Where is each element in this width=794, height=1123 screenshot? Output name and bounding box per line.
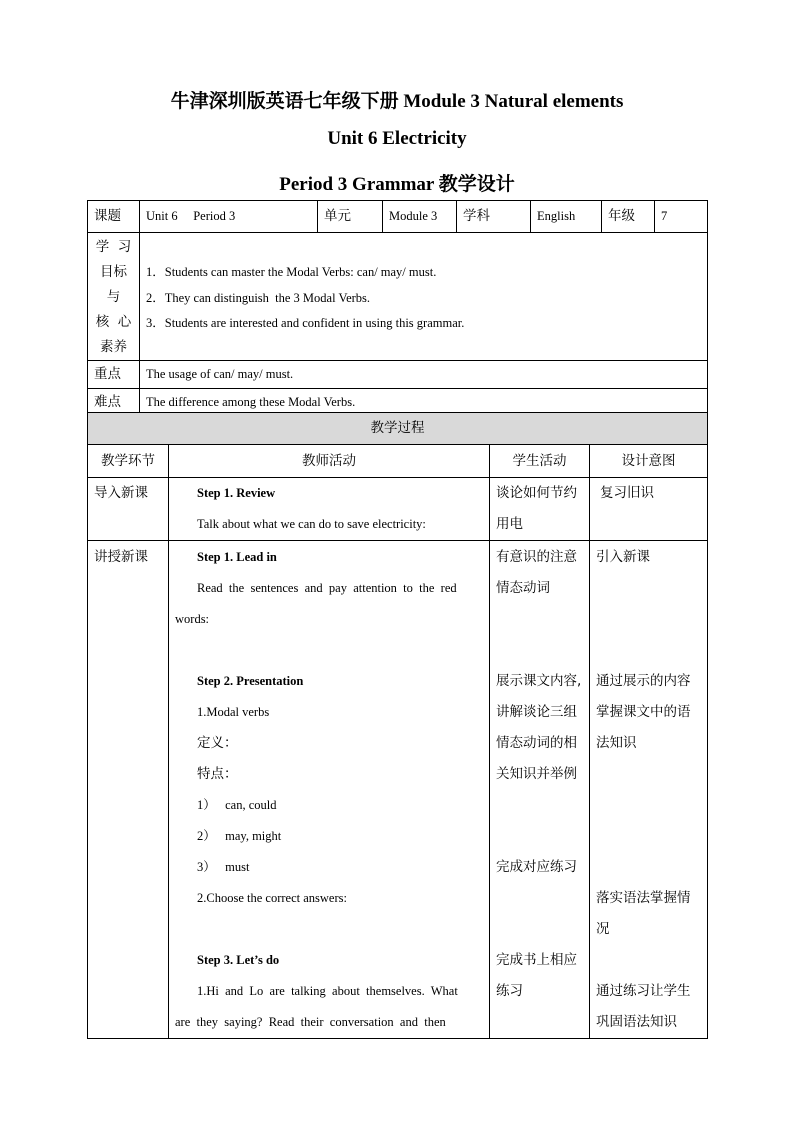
objectives-label-2: 目标 <box>100 264 127 280</box>
blank-line-2 <box>169 914 489 945</box>
info-table <box>87 200 708 417</box>
intent-i1: 引入新课 <box>596 549 650 565</box>
blank-line <box>169 635 489 666</box>
header-teacher: 教师活动 <box>169 445 490 478</box>
key-value: The usage of can/ may/ must. <box>140 361 708 389</box>
lets-do-line2: are they saying? Read their conversation and then <box>175 1015 446 1029</box>
student-s2-1: 展示课文内容, <box>496 673 582 689</box>
header-stage: 教学环节 <box>88 445 169 478</box>
objective-3: 3．Students are interested and confident in using this grammar. <box>146 316 465 331</box>
presentation-title: Step 2. Presentation <box>197 674 304 688</box>
process-title: 教学过程 <box>88 413 708 445</box>
objectives-label-4: 核 心 <box>95 314 132 330</box>
student-teach <box>490 541 590 1039</box>
objective-2: 2．They can distinguish the 3 Modal Verbs. <box>146 290 371 305</box>
student-intro-1: 谈论如何节约 <box>496 485 577 501</box>
student-intro <box>490 478 590 541</box>
subject-value: English <box>531 201 602 233</box>
stage-intro: 导入新课 <box>88 478 169 541</box>
objectives-label-5: 素养 <box>100 339 127 355</box>
intent-i4-1: 通过练习让学生 <box>596 983 691 999</box>
student-s4-2: 练习 <box>496 983 523 999</box>
features: 特点： <box>197 766 238 782</box>
key-label: 重点 <box>88 361 140 389</box>
topic-label: 课题 <box>88 201 140 233</box>
intent-i2-3: 法知识 <box>596 735 637 751</box>
student-s1-2: 情态动词 <box>496 580 550 596</box>
item-must: 3） must <box>197 860 250 874</box>
objective-1: 1．Students can master the Modal Verbs: can/ may/ must. <box>146 265 437 280</box>
student-s2-3: 情态动词的相 <box>496 735 577 751</box>
document-title-line3: Period 3 Grammar 教学设计 <box>279 174 515 195</box>
topic-value: Unit 6 Period 3 <box>140 201 318 233</box>
header-student: 学生活动 <box>490 445 590 478</box>
document-title-line2: Unit 6 Electricity <box>327 128 467 149</box>
header-intent: 设计意图 <box>590 445 708 478</box>
lead-in-title: Step 1. Lead in <box>197 550 277 564</box>
lets-do-line1: 1.Hi and Lo are talking about themselves. What <box>197 984 458 998</box>
lead-in-line1: Read the sentences and pay attention to the red <box>197 581 457 595</box>
student-s2-4: 关知识并举例 <box>496 766 577 782</box>
process-table <box>87 412 708 1039</box>
review-text: Talk about what we can do to save electricity: <box>197 517 426 531</box>
objectives-label-1: 学 习 <box>95 239 132 255</box>
grade-value: 7 <box>655 201 708 233</box>
review-title: Step 1. Review <box>197 486 276 500</box>
intent-intro <box>590 478 708 541</box>
lead-in-line2: words: <box>175 612 210 626</box>
student-s2-2: 讲解谈论三组 <box>496 704 577 720</box>
lets-do-title: Step 3. Let’s do <box>197 953 280 967</box>
intent-intro-1: 复习旧识 <box>600 485 654 501</box>
item-can: 1） can, could <box>197 798 277 812</box>
subject-label: 学科 <box>457 201 531 233</box>
intent-i2-2: 掌握课文中的语 <box>596 704 691 720</box>
intent-i4-2: 巩固语法知识 <box>596 1014 677 1030</box>
objectives-label-3: 与 <box>106 289 121 305</box>
teacher-intro <box>169 478 490 541</box>
intent-i2-1: 通过展示的内容 <box>596 673 691 689</box>
document-title-line1: 牛津深圳版英语七年级下册 Module 3 Natural elements <box>170 91 624 112</box>
intent-i3-1: 落实语法掌握情 <box>596 890 691 906</box>
unit-value: Module 3 <box>383 201 457 233</box>
objectives-content <box>140 233 708 361</box>
definition: 定义： <box>197 735 238 751</box>
teacher-teach <box>169 541 490 1039</box>
choose-answers: 2.Choose the correct answers: <box>197 891 347 905</box>
unit-label: 单元 <box>318 201 383 233</box>
modal-verbs: 1.Modal verbs <box>197 705 270 719</box>
difficulty-label: 难点 <box>88 389 140 417</box>
intent-i3-2: 况 <box>596 921 610 937</box>
stage-teach: 讲授新课 <box>88 541 169 1039</box>
grade-label: 年级 <box>602 201 655 233</box>
difficulty-value: The difference among these Modal Verbs. <box>140 389 708 417</box>
student-intro-2: 用电 <box>496 516 523 532</box>
item-may: 2） may, might <box>197 829 282 843</box>
student-s1-1: 有意识的注意 <box>496 549 577 565</box>
student-s4-1: 完成书上相应 <box>496 952 577 968</box>
intent-teach <box>590 541 708 1039</box>
objectives-label <box>88 233 140 361</box>
student-s3: 完成对应练习 <box>496 859 577 875</box>
